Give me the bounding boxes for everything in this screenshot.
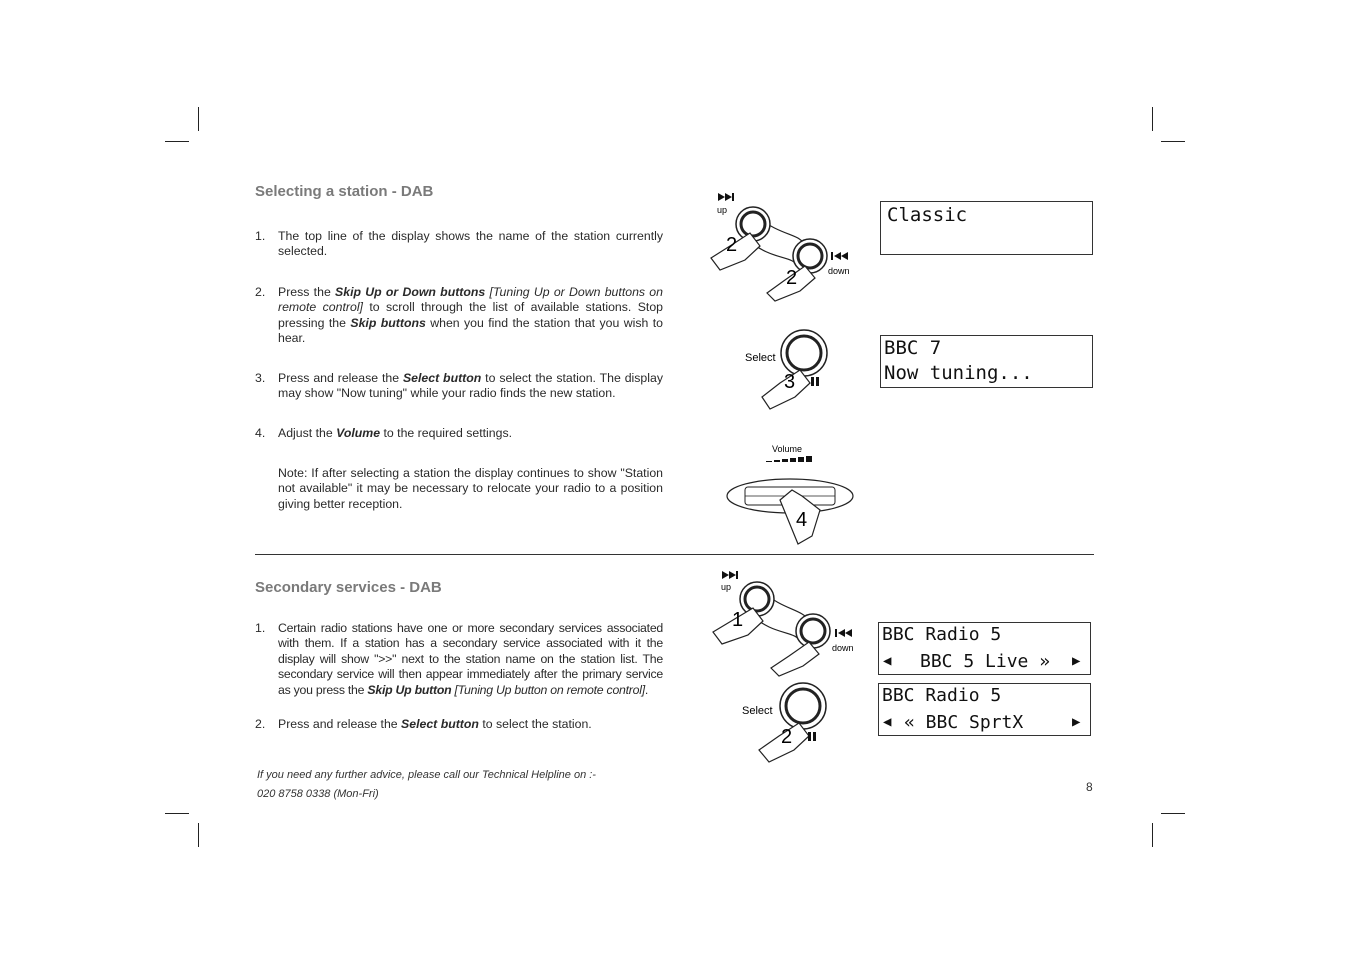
note-text: Note: If after selecting a station the display continues to show "Station not available" it may be necessary to relocate your radio to a position giving better reception. (278, 466, 663, 511)
crop-mark (1161, 141, 1185, 142)
step-remote-note: [Tuning Up or Down buttons on remote control] (278, 285, 663, 315)
step-text: when you find the station that you wish to hear. (278, 315, 663, 346)
step-emphasis: Select button (401, 717, 479, 731)
up-label: up (721, 582, 732, 592)
step-text: Press and release the (278, 717, 402, 731)
volume-illustration (720, 440, 860, 550)
crop-mark (1152, 823, 1153, 847)
step-number: 4. (255, 426, 266, 440)
step-number-badge: 2 (786, 267, 798, 289)
pause-icon (808, 732, 816, 741)
step-text: to select the station. The display may show "Now tuning" while your radio finds the new station. (278, 371, 663, 401)
step-text: The top line of the display shows the name of the station currently selected. (278, 229, 663, 259)
select-button-illustration (737, 678, 837, 768)
step-number-badge: 4 (796, 509, 808, 531)
step-emphasis: Select button (402, 371, 482, 385)
step-text: Certain radio stations have one or more secondary services associated with them. If a station has a secondary service associated with it the display will show ">>" next to the station name on the station list. The secondary service will then appear immediately after the primary service as you press the (278, 621, 663, 697)
volume-label: Volume (772, 444, 803, 454)
step-number: 3. (255, 371, 266, 385)
note (255, 466, 663, 512)
step-remote-note: [Tuning Up button on remote control] (451, 682, 645, 697)
step-number-badge: 3 (784, 371, 796, 393)
lcd-display (880, 335, 1093, 388)
lcd-line-2: « BBC SprtX (904, 712, 1024, 733)
step-text: to select the station. (478, 717, 592, 731)
step-number: 2. (255, 717, 266, 731)
skip-forward-icon (722, 571, 738, 579)
skip-back-icon (835, 629, 852, 637)
crop-mark (1161, 813, 1185, 814)
lcd-line-1: BBC 7 (884, 337, 942, 359)
step-item (255, 621, 663, 698)
select-label: Select (745, 352, 776, 364)
step-text: Adjust the (278, 426, 337, 440)
section-title-selecting-station: Selecting a station - DAB (255, 183, 434, 200)
step-emphasis: Skip buttons (350, 315, 426, 330)
skip-buttons-illustration (705, 188, 865, 308)
step-number: 2. (255, 285, 266, 299)
lcd-line-1: Classic (887, 204, 968, 226)
step-number-badge: 2 (781, 726, 793, 748)
lcd-line-1: BBC Radio 5 (882, 685, 1002, 706)
step-number-badge: 1 (732, 609, 744, 631)
crop-mark (198, 823, 199, 847)
helpline-text: If you need any further advice, please call our Technical Helpline on :- (257, 769, 596, 781)
lcd-display (878, 683, 1091, 736)
pause-icon (811, 377, 819, 386)
step-emphasis: Skip Up button (367, 682, 452, 697)
step-item (255, 371, 663, 402)
step-item (255, 285, 663, 347)
skip-back-icon (831, 252, 848, 260)
section-title-secondary-services: Secondary services - DAB (255, 579, 442, 596)
left-arrow-icon: ◀ (883, 653, 892, 669)
right-arrow-icon: ▶ (1072, 653, 1081, 669)
crop-mark (198, 107, 199, 131)
down-label: down (828, 266, 850, 276)
step-text: . (644, 682, 649, 697)
crop-mark (165, 813, 189, 814)
select-label: Select (742, 705, 773, 717)
helpline-number: 020 8758 0338 (Mon-Fri) (257, 788, 379, 800)
lcd-display (878, 622, 1091, 675)
skip-buttons-illustration (705, 566, 865, 686)
select-button-illustration (740, 325, 840, 415)
lcd-line-2: Now tuning... (884, 362, 1033, 384)
step-number: 1. (255, 621, 266, 635)
hand-icon (771, 642, 819, 676)
lcd-line-1: BBC Radio 5 (882, 624, 1002, 645)
right-arrow-icon: ▶ (1072, 714, 1081, 730)
skip-forward-icon (718, 193, 734, 201)
down-label: down (832, 643, 854, 653)
step-item (255, 229, 663, 260)
crop-mark (1152, 107, 1153, 131)
volume-scale-icon (766, 456, 812, 462)
step-text: to the required settings. (380, 426, 513, 440)
step-text: Press and release the (278, 371, 403, 385)
lcd-line-2: BBC 5 Live » (920, 651, 1051, 672)
up-label: up (717, 205, 728, 215)
step-item (255, 717, 663, 732)
lcd-display (880, 201, 1093, 255)
step-number: 1. (255, 229, 266, 243)
step-number-badge: 2 (726, 234, 738, 256)
step-item (255, 426, 663, 441)
section-divider (255, 554, 1094, 555)
left-arrow-icon: ◀ (883, 714, 892, 730)
crop-mark (165, 141, 189, 142)
page-number: 8 (1086, 780, 1093, 794)
step-emphasis: Skip Up or Down buttons (335, 285, 486, 299)
step-text: Press the (278, 285, 336, 299)
step-text: to scroll through the list of available stations. Stop pressing the (278, 300, 664, 330)
step-emphasis: Volume (336, 426, 381, 440)
